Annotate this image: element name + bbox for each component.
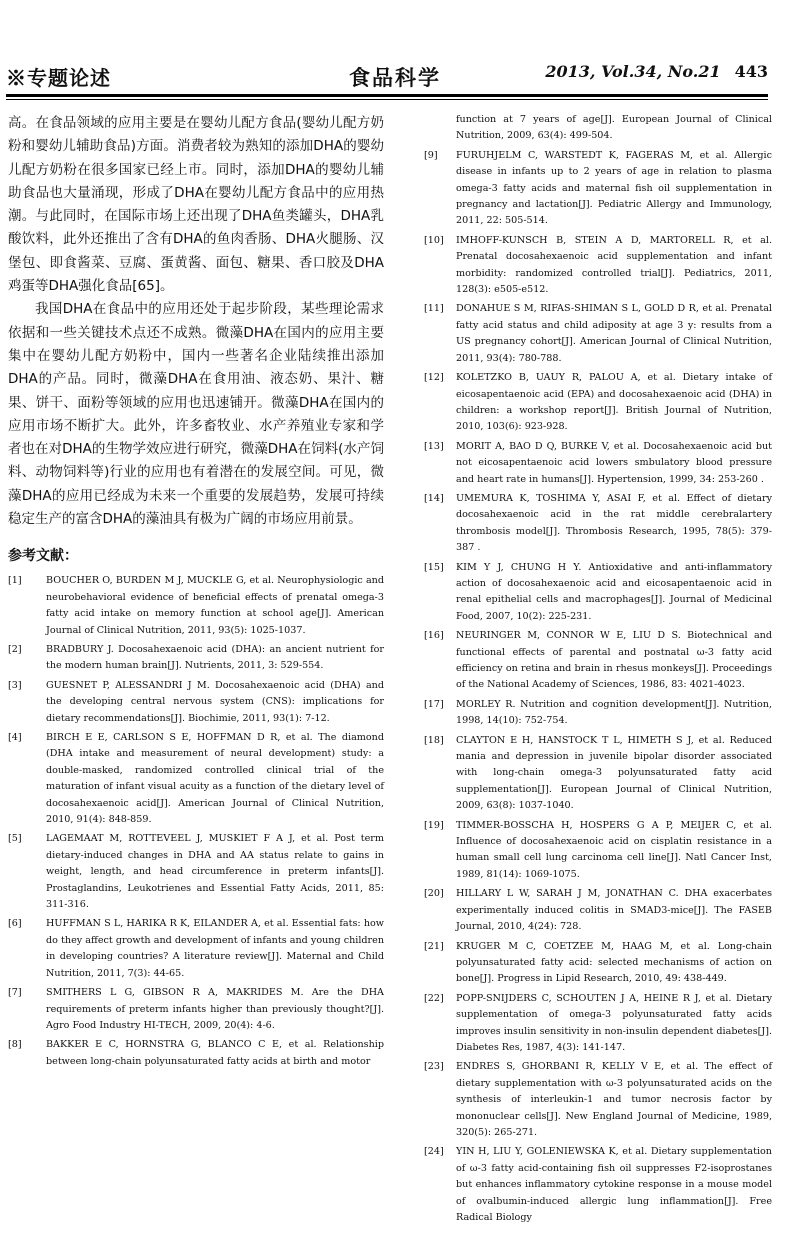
reference-item	[8, 1037, 384, 1070]
header-rule-thick	[6, 94, 768, 97]
reference-number: [17]	[424, 698, 444, 710]
reference-number: [14]	[424, 492, 444, 504]
reference-item	[424, 1059, 772, 1141]
reference-item	[424, 491, 772, 557]
reference-number: [20]	[424, 888, 444, 900]
issue-info	[545, 62, 768, 81]
reference-text: LAGEMAAT M, ROTTEVEEL J, MUSKIET F A J, et al. Post term dietary-induced changes in DHA and AA status relate to gains in weight, length, and head circumference in preterm infants[J]. Prostaglandins, Leukotrienes and Essential Fatty Acids, 2011, 85: 311-316.	[46, 833, 384, 911]
reference-text: HILLARY L W, SARAH J M, JONATHAN C. DHA exacerbates experimentally induced colitis in SMAD3-mice[J]. The FASEB Journal, 2010, 4(24): 728.	[456, 888, 772, 933]
section-label: ※专题论述	[6, 66, 111, 90]
reference-list-right	[424, 112, 772, 1226]
reference-text: DONAHUE S M, RIFAS-SHIMAN S L, GOLD D R, et al. Prenatal fatty acid status and child adiposity at age 3 y: results from a US pregnancy cohort[J]. American Journal of Clinical Nutrition, 2011, 93(4): 780-788.	[456, 303, 772, 364]
reference-text: KIM Y J, CHUNG H Y. Antioxidative and anti-inflammatory action of docosahexaenoic acid and eicosapentaenoic acid in renal epithelial cells and macrophages[J]. Journal of Medicinal Food, 2007, 10(2): 225-231.	[456, 561, 772, 622]
reference-text: CLAYTON E H, HANSTOCK T L, HIMETH S J, et al. Reduced mania and depression in juvenile bipolar disorder associated with long-chain omega-3 polyunsaturated fatty acid supplementation[J]. European Journal of Clinical Nutrition, 2009, 63(8): 1037-1040.	[456, 734, 772, 812]
reference-text: BOUCHER O, BURDEN M J, MUCKLE G, et al. Neurophysiologic and neurobehavioral evidence of beneficial effects of prenatal omega-3 fatty acid intake on memory function at school age[J]. American Journal of Clinical Nutrition, 2011, 93(5): 1025-1037.	[46, 575, 384, 636]
reference-item	[8, 985, 384, 1034]
reference-item	[424, 886, 772, 935]
reference-number: [4]	[8, 732, 22, 743]
reference-item	[424, 233, 772, 299]
reference-text: BRADBURY J. Docosahexaenoic acid (DHA): an ancient nutrient for the modern human brain[J]. Nutrients, 2011, 3: 529-554.	[46, 643, 384, 672]
reference-number: [23]	[424, 1061, 444, 1073]
reference-item	[424, 148, 772, 230]
reference-number: [18]	[424, 734, 444, 746]
reference-text: MORIT A, BAO D Q, BURKE V, et al. Docosahexaenoic acid but not eicosapentaenoic acid lowers smbulatory blood pressure and heart rate in humans[J]. Hypertension, 1999, 34: 253-260 .	[456, 440, 772, 485]
reference-item	[424, 697, 772, 730]
issue-label: 2013, Vol.34, No.21	[545, 62, 721, 81]
reference-text: KOLETZKO B, UAUY R, PALOU A, et al. Dietary intake of eicosapentaenoic acid (EPA) and docosahexaenoic acid (DHA) in children: a workshop report[J]. British Journal of Nutrition, 2010, 103(6): 923-928.	[456, 372, 772, 433]
reference-text: HUFFMAN S L, HARIKA R K, EILANDER A, et al. Essential fats: how do they affect growth and development of infants and young children in developing countries? A literature review[J]. Maternal and Child Nutrition, 2011, 7(3): 44-65.	[46, 918, 384, 979]
reference-item	[424, 991, 772, 1057]
reference-item	[8, 573, 384, 639]
reference-number: [6]	[8, 918, 22, 930]
reference-text: TIMMER-BOSSCHA H, HOSPERS G A P, MEIJER C, et al. Influence of docosahexaenoic acid on cisplatin resistance in a human small cell lung carcinoma cell line[J]. Natl Cancer Inst, 1989, 81(14): 1069-1075.	[456, 819, 772, 880]
reference-number: [16]	[424, 630, 444, 642]
reference-text: YIN H, LIU Y, GOLENIEWSKA K, et al. Dietary supplementation of ω-3 fatty acid-containing fish oil suppresses F2-isoprostanes but enhances inflammatory cytokine response in a mouse model of ovalbumin-induced allergic lung inflammation[J]. Free Radical Biology	[456, 1146, 772, 1223]
reference-number: [5]	[8, 833, 22, 845]
body-paragraph: 高。在食品领域的应用主要是在婴幼儿配方食品(婴幼儿配方奶粉和婴幼儿辅助食品)方面。消费者较为熟知的添加DHA的婴幼儿配方奶粉在很多国家已经上市。同时，添加DHA的婴幼儿辅助食品也大量涌现，形成了DHA在婴幼儿配方食品中的应用热潮。与此同时，在国际市场上还出现了DHA鱼类罐头，DHA乳酸饮料，此外还推出了含有DHA的鱼肉香肠、DHA火腿肠、汉堡包、即食酱菜、豆腐、蛋黄酱、面包、糖果、香口胶及DHA鸡蛋等DHA强化食品[65]。	[8, 115, 384, 295]
reference-list-left	[8, 573, 384, 1070]
reference-item	[8, 678, 384, 727]
reference-item	[424, 560, 772, 626]
reference-item	[424, 733, 772, 815]
reference-number: [21]	[424, 940, 444, 952]
reference-item	[8, 916, 384, 982]
reference-number: [2]	[8, 643, 22, 655]
reference-number: [24]	[424, 1146, 444, 1158]
reference-number: [11]	[424, 303, 444, 315]
reference-item	[8, 730, 384, 828]
reference-number: [15]	[424, 561, 444, 573]
reference-item	[424, 939, 772, 988]
reference-number: [3]	[8, 679, 22, 691]
journal-title: 食品科学	[349, 66, 441, 90]
right-column	[424, 112, 772, 1229]
reference-number: [12]	[424, 372, 444, 384]
reference-text: ENDRES S, GHORBANI R, KELLY V E, et al. The effect of dietary supplementation with ω-3 polyunsaturated acids on the synthesis of interleukin-1 and tumor necrosis factor by mononuclear cells[J]. New England Journal of Medicine, 1989, 320(5): 265-271.	[456, 1061, 772, 1138]
reference-number: [10]	[424, 234, 444, 246]
reference-text: KRUGER M C, COETZEE M, HAAG M, et al. Long-chain polyunsaturated fatty acid: selected mechanisms of action on bone[J]. Progress in Lipid Research, 2010, 49: 438-449.	[456, 940, 772, 985]
reference-text: UMEMURA K, TOSHIMA Y, ASAI F, et al. Effect of dietary docosahexaenoic acid in the rat middle cerebralartery thrombosis model[J]. Thrombosis Research, 1995, 78(5): 379-387 .	[456, 492, 772, 554]
reference-text: POPP-SNIJDERS C, SCHOUTEN J A, HEINE R J, et al. Dietary supplementation of omega-3 polyunsaturated fatty acids improves insulin sensitivity in non-insulin dependent diabetes[J]. Diabetes Res, 1987, 4(3): 141-147.	[456, 992, 772, 1053]
reference-text: NEURINGER M, CONNOR W E, LIU D S. Biotechnical and functional effects of parental and postnatal ω-3 fatty acid efficiency on retina and brain in rhesus monkeys[J]. Proceedings of the National Academy of Sciences, 1986, 83: 4021-4023.	[456, 630, 772, 691]
reference-number: [1]	[8, 575, 22, 587]
reference-text: MORLEY R. Nutrition and cognition development[J]. Nutrition, 1998, 14(10): 752-754.	[456, 698, 772, 727]
reference-item	[424, 112, 772, 145]
page-number: 443	[734, 62, 768, 81]
reference-item	[424, 818, 772, 884]
reference-text: SMITHERS L G, GIBSON R A, MAKRIDES M. Are the DHA requirements of preterm infants higher than previously thought?[J]. Agro Food Industry HI-TECH, 2009, 20(4): 4-6.	[46, 987, 384, 1031]
body-paragraph: 我国DHA在食品中的应用还处于起步阶段，某些理论需求依据和一些关键技术点还不成熟。微藻DHA在国内的应用主要集中在婴幼儿配方奶粉中，国内一些著名企业陆续推出添加DHA的产品。同时，微藻DHA在食用油、液态奶、果汁、糖果、饼干、面粉等领域的应用也迅速铺开。微藻DHA在国内的应用市场不断扩大。此外，许多畜牧业、水产养殖业专家和学者也在对DHA的生物学效应进行研究，微藻DHA在饲料(水产饲料、动物饲料等)行业的应用也有着潜在的发展空间。可见，微藻DHA的应用已经成为未来一个重要的发展趋势，发展可持续稳定生产的富含DHA的藻油具有极为广阔的市场应用前景。	[8, 301, 384, 528]
reference-item	[8, 831, 384, 913]
reference-item	[424, 628, 772, 694]
left-column	[8, 112, 384, 1073]
reference-number: [22]	[424, 992, 444, 1004]
reference-number: [9]	[424, 149, 438, 161]
references-heading: 参考文献：	[8, 548, 78, 565]
reference-item	[424, 370, 772, 436]
reference-item	[8, 642, 384, 675]
reference-number: [19]	[424, 819, 444, 831]
reference-text: function at 7 years of age[J]. European Journal of Clinical Nutrition, 2009, 63(4): 499-504.	[456, 114, 772, 142]
page-header	[6, 62, 768, 88]
reference-text: BIRCH E E, CARLSON S E, HOFFMAN D R, et al. The diamond (DHA intake and measurement of neural development) study: a double-masked, randomized controlled clinical trial of the maturation of infant visual acuity as a function of the dietary level of docosahexaenoic acid[J]. American Journal of Clinical Nutrition, 2010, 91(4): 848-859.	[46, 732, 384, 826]
reference-text: BAKKER E C, HORNSTRA G, BLANCO C E, et al. Relationship between long-chain polyunsaturated fatty acids at birth and motor	[46, 1039, 384, 1067]
reference-item	[424, 439, 772, 488]
reference-number: [8]	[8, 1039, 22, 1051]
reference-text: FURUHJELM C, WARSTEDT K, FAGERAS M, et al. Allergic disease in infants up to 2 years of age in relation to plasma omega-3 fatty acids and maternal fish oil supplementation in pregnancy and lactation[J]. Pediatric Allergy and Immunology, 2011, 22: 505-514.	[456, 149, 772, 227]
reference-number: [13]	[424, 440, 444, 452]
reference-item	[424, 1144, 772, 1226]
reference-item	[424, 301, 772, 367]
header-rule-thin	[6, 99, 768, 100]
reference-text: GUESNET P, ALESSANDRI J M. Docosahexaenoic acid (DHA) and the developing central nervous system (CNS): implications for dietary recommendations[J]. Biochimie, 2011, 93(1): 7-12.	[46, 679, 384, 724]
reference-number: [7]	[8, 987, 22, 999]
reference-text: IMHOFF-KUNSCH B, STEIN A D, MARTORELL R, et al. Prenatal docosahexaenoic acid supplementation and infant morbidity: randomized controlled trial[J]. Pediatrics, 2011, 128(3): e505-e512.	[456, 234, 772, 296]
